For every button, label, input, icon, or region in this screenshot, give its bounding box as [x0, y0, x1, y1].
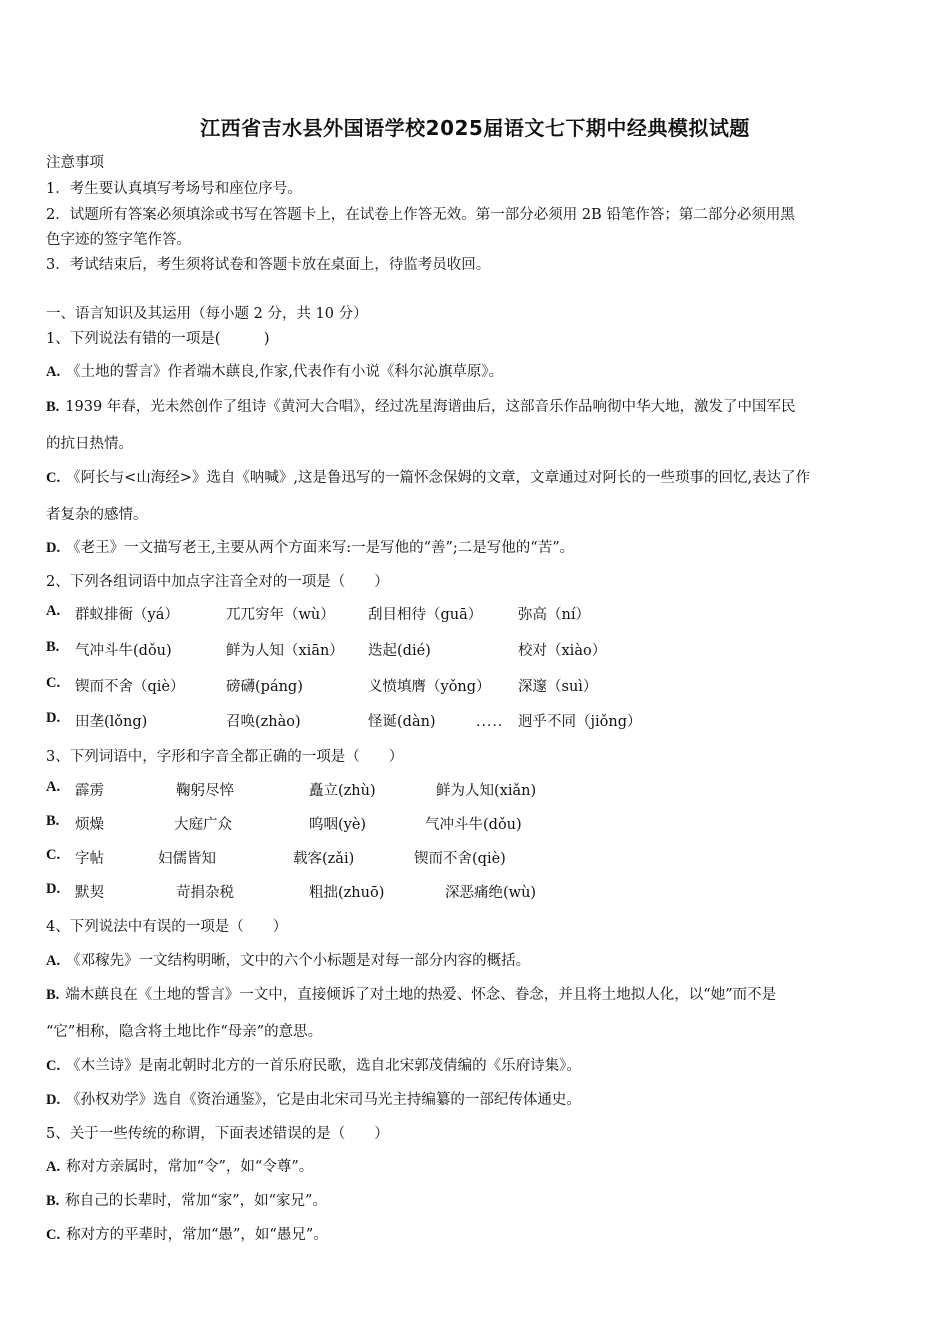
q5-option-a: [46, 1155, 313, 1176]
q5-stem: 5、关于一些传统的称谓，下面表述错误的是（ ）: [46, 1126, 389, 1142]
q3-row-c-label: C.: [46, 847, 61, 863]
q3-row-d-label: D.: [46, 881, 61, 897]
q3-row-b-item-3: 呜咽(yè): [309, 817, 367, 833]
option-label: B.: [46, 987, 60, 1003]
option-label: C.: [46, 470, 61, 486]
option-label: A.: [46, 1159, 61, 1175]
option-text: 端木蕻良在《土地的誓言》一文中，直接倾诉了对土地的热爱、怀念、眷念，并且将土地拟人化，以“她”而不是: [65, 987, 777, 1003]
option-text: 《邓稼先》一文结构明晰，文中的六个小标题是对每一部分内容的概括。: [66, 953, 531, 969]
notice-item-2-cont: 色字迹的签字笔作答。: [46, 232, 191, 248]
q3-row-a-item-3: 矗立(zhù): [309, 783, 376, 799]
q3-row-c-item-3: 载客(zǎi): [293, 851, 355, 867]
q2-row-c-label: C.: [46, 675, 61, 691]
option-text: 称对方的平辈时，常加“愚”，如“愚兄”。: [66, 1227, 328, 1243]
q3-row-a-item-1: 霹雳: [75, 783, 104, 799]
q2-row-a-label: A.: [46, 603, 61, 619]
q5-option-b: [46, 1189, 327, 1210]
q3-row-b-item-4: 气冲斗牛(dǒu): [425, 817, 522, 833]
q2-row-d-item-3: 怪诞(dàn): [368, 714, 436, 730]
option-label: C.: [46, 1058, 61, 1074]
q3-row-a-item-4: 鲜为人知(xiǎn): [436, 783, 537, 799]
q3-row-d-item-3: 粗拙(zhuō): [309, 885, 385, 901]
q5-option-c: [46, 1223, 328, 1244]
q1-option-c-cont: 者复杂的感情。: [46, 507, 148, 523]
q4-option-c: [46, 1054, 581, 1075]
notice-item-2: 2．试题所有答案必须填涂或书写在答题卡上，在试卷上作答无效。第一部分必须用 2B 铅笔作答；第二部分必须用黑: [46, 207, 795, 223]
option-label: A.: [46, 953, 61, 969]
q1-option-c: [46, 466, 810, 487]
q3-row-b-item-2: 大庭广众: [174, 817, 232, 833]
q1-option-a: [46, 360, 503, 381]
q2-row-d-label: D.: [46, 710, 61, 726]
option-label: D.: [46, 1092, 61, 1108]
notice-heading: 注意事项: [46, 155, 104, 171]
option-label: C.: [46, 1227, 61, 1243]
q2-row-d-item-2: 召唤(zhào): [226, 714, 301, 730]
q1-stem: 1、下列说法有错的一项是( ): [46, 331, 270, 347]
q2-row-a-item-4: 弥高（ní）: [518, 607, 590, 623]
option-label: D.: [46, 540, 61, 556]
q2-row-b-label: B.: [46, 639, 60, 655]
q4-option-b-cont: “它”相称，隐含将土地比作“母亲”的意思。: [46, 1024, 323, 1040]
section-heading: 一、语言知识及其运用（每小题 2 分，共 10 分）: [46, 306, 368, 322]
emphasis-dots: .....: [476, 714, 504, 730]
q2-row-a-item-3: 刮目相待（guā）: [368, 607, 483, 623]
q3-row-c-item-4: 锲而不舍(qiè): [414, 851, 506, 867]
q2-row-c-item-4: 深邃（suì）: [518, 679, 598, 695]
q3-row-b-item-1: 烦燥: [75, 817, 104, 833]
q4-option-b: [46, 983, 776, 1004]
option-label: B.: [46, 1193, 60, 1209]
q1-option-d: [46, 536, 574, 557]
q2-row-c-item-3: 义愤填膺（yǒng）: [368, 679, 491, 695]
q2-row-b-item-1: 气冲斗牛(dǒu): [75, 643, 172, 659]
q3-row-d-item-4: 深恶痛绝(wù): [445, 885, 537, 901]
q4-option-d: [46, 1088, 581, 1109]
q3-row-d-item-2: 苛捐杂税: [176, 885, 234, 901]
q2-row-d-item-1: 田垄(lǒng): [75, 714, 148, 730]
option-text: 《孙权劝学》选自《资治通鉴》，它是由北宋司马光主持编纂的一部纪传体通史。: [66, 1092, 581, 1108]
option-label: B.: [46, 399, 60, 415]
q3-row-c-item-2: 妇儒皆知: [158, 851, 216, 867]
option-label: A.: [46, 364, 61, 380]
option-text: 称对方亲属时，常加“令”，如“令尊”。: [66, 1159, 314, 1175]
q2-row-a-item-1: 群蚁排衙（yá）: [75, 607, 179, 623]
option-text: 《土地的誓言》作者端木蕻良,作家,代表作有小说《科尔沁旗草原》。: [66, 364, 504, 380]
q2-row-a-item-2: 兀兀穷年（wù）: [226, 607, 335, 623]
q2-row-c-item-2: 磅礴(páng): [226, 679, 303, 695]
q2-row-d-item-4: 迥乎不同（jiǒng）: [518, 714, 642, 730]
q4-stem: 4、下列说法中有误的一项是（ ）: [46, 919, 288, 935]
q2-stem: 2、下列各组词语中加点字注音全对的一项是（ ）: [46, 574, 389, 590]
q2-row-b-item-4: 校对（xiào）: [518, 643, 607, 659]
option-text: 称自己的长辈时，常加“家”，如“家兄”。: [65, 1193, 327, 1209]
q3-row-b-label: B.: [46, 813, 60, 829]
q2-row-c-item-1: 锲而不舍（qiè）: [75, 679, 185, 695]
option-text: 1939 年春，光未然创作了组诗《黄河大合唱》，经过冼星海谱曲后，这部音乐作品响彻中华大地，激发了中国军民: [65, 399, 796, 415]
q3-stem: 3、下列词语中，字形和字音全都正确的一项是（ ）: [46, 749, 404, 765]
option-text: 《老王》一文描写老王,主要从两个方面来写:一是写他的“善”;二是写他的“苦”。: [66, 540, 575, 556]
notice-item-1: 1．考生要认真填写考场号和座位序号。: [46, 181, 302, 197]
q1-option-b: [46, 395, 796, 416]
q2-row-b-item-3: 迭起(dié): [368, 643, 431, 659]
q3-row-a-label: A.: [46, 779, 61, 795]
exam-title: 江西省吉水县外国语学校2025届语文七下期中经典模拟试题: [200, 116, 750, 140]
q3-row-a-item-2: 鞠躬尽悴: [176, 783, 234, 799]
q1-option-b-cont: 的抗日热情。: [46, 436, 133, 452]
notice-item-3: 3．考试结束后，考生须将试卷和答题卡放在桌面上，待监考员收回。: [46, 257, 491, 273]
q4-option-a: [46, 949, 530, 970]
option-text: 《木兰诗》是南北朝时北方的一首乐府民歌，选自北宋郭茂倩编的《乐府诗集》。: [66, 1058, 581, 1074]
option-text: 《阿长与<山海经>》选自《呐喊》,这是鲁迅写的一篇怀念保姆的文章，文章通过对阿长的一些琐事的回忆,表达了作: [66, 470, 811, 486]
q3-row-d-item-1: 默契: [75, 885, 104, 901]
q3-row-c-item-1: 字帖: [75, 851, 104, 867]
q2-row-b-item-2: 鲜为人知（xiān）: [226, 643, 344, 659]
